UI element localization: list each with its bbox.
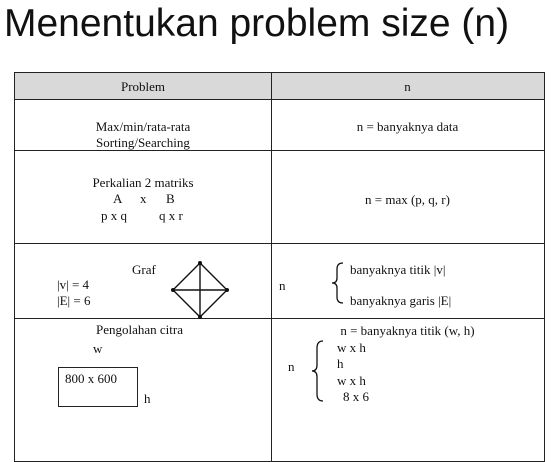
row1-n: n = banyaknya data xyxy=(356,119,459,134)
row4-n-line2: h xyxy=(337,356,344,371)
curly-brace-icon xyxy=(331,261,345,305)
row3-problem-title: Graf xyxy=(132,262,156,277)
row3-n-symbol: n xyxy=(279,278,286,293)
matrix-a-label: A xyxy=(113,191,123,206)
row4-n-symbol: n xyxy=(288,359,295,374)
matrix-a-dimension: p x q xyxy=(101,208,127,223)
row3-n-upper: banyaknya titik |v| xyxy=(350,262,446,277)
vertex-count: |v| = 4 xyxy=(57,277,90,292)
row1-problem-line2: Sorting/Searching xyxy=(96,135,190,150)
edge-count: |E| = 6 xyxy=(57,293,91,308)
row3-n-lower: banyaknya garis |E| xyxy=(350,293,452,308)
header-problem: Problem xyxy=(120,79,166,94)
row4-n-line4: 8 x 6 xyxy=(343,389,369,404)
row-divider xyxy=(15,318,544,319)
row4-n-line1: w x h xyxy=(337,340,366,355)
matrix-b-label: B xyxy=(166,191,175,206)
row4-problem-title: Pengolahan citra xyxy=(96,322,183,337)
row-divider xyxy=(15,99,544,100)
page-title: Menentukan problem size (n) xyxy=(4,2,510,45)
row4-n-formula: n = banyaknya titik (w, h) xyxy=(340,323,475,338)
image-size-label: 800 x 600 xyxy=(65,371,117,386)
row-divider xyxy=(15,243,544,244)
row2-problem-title: Perkalian 2 matriks xyxy=(92,175,194,190)
height-label: h xyxy=(144,391,151,406)
times-label: x xyxy=(140,191,147,206)
matrix-b-dimension: q x r xyxy=(159,208,183,223)
row4-n-line3: w x h xyxy=(337,373,366,388)
problem-size-table xyxy=(14,72,545,462)
header-n: n xyxy=(404,79,411,94)
graph-diagram xyxy=(169,261,231,319)
curly-brace-icon xyxy=(311,339,325,403)
width-label: w xyxy=(93,341,103,356)
row1-problem-line1: Max/min/rata-rata xyxy=(95,119,191,134)
row-divider xyxy=(15,150,544,151)
row2-n: n = max (p, q, r) xyxy=(365,192,450,207)
